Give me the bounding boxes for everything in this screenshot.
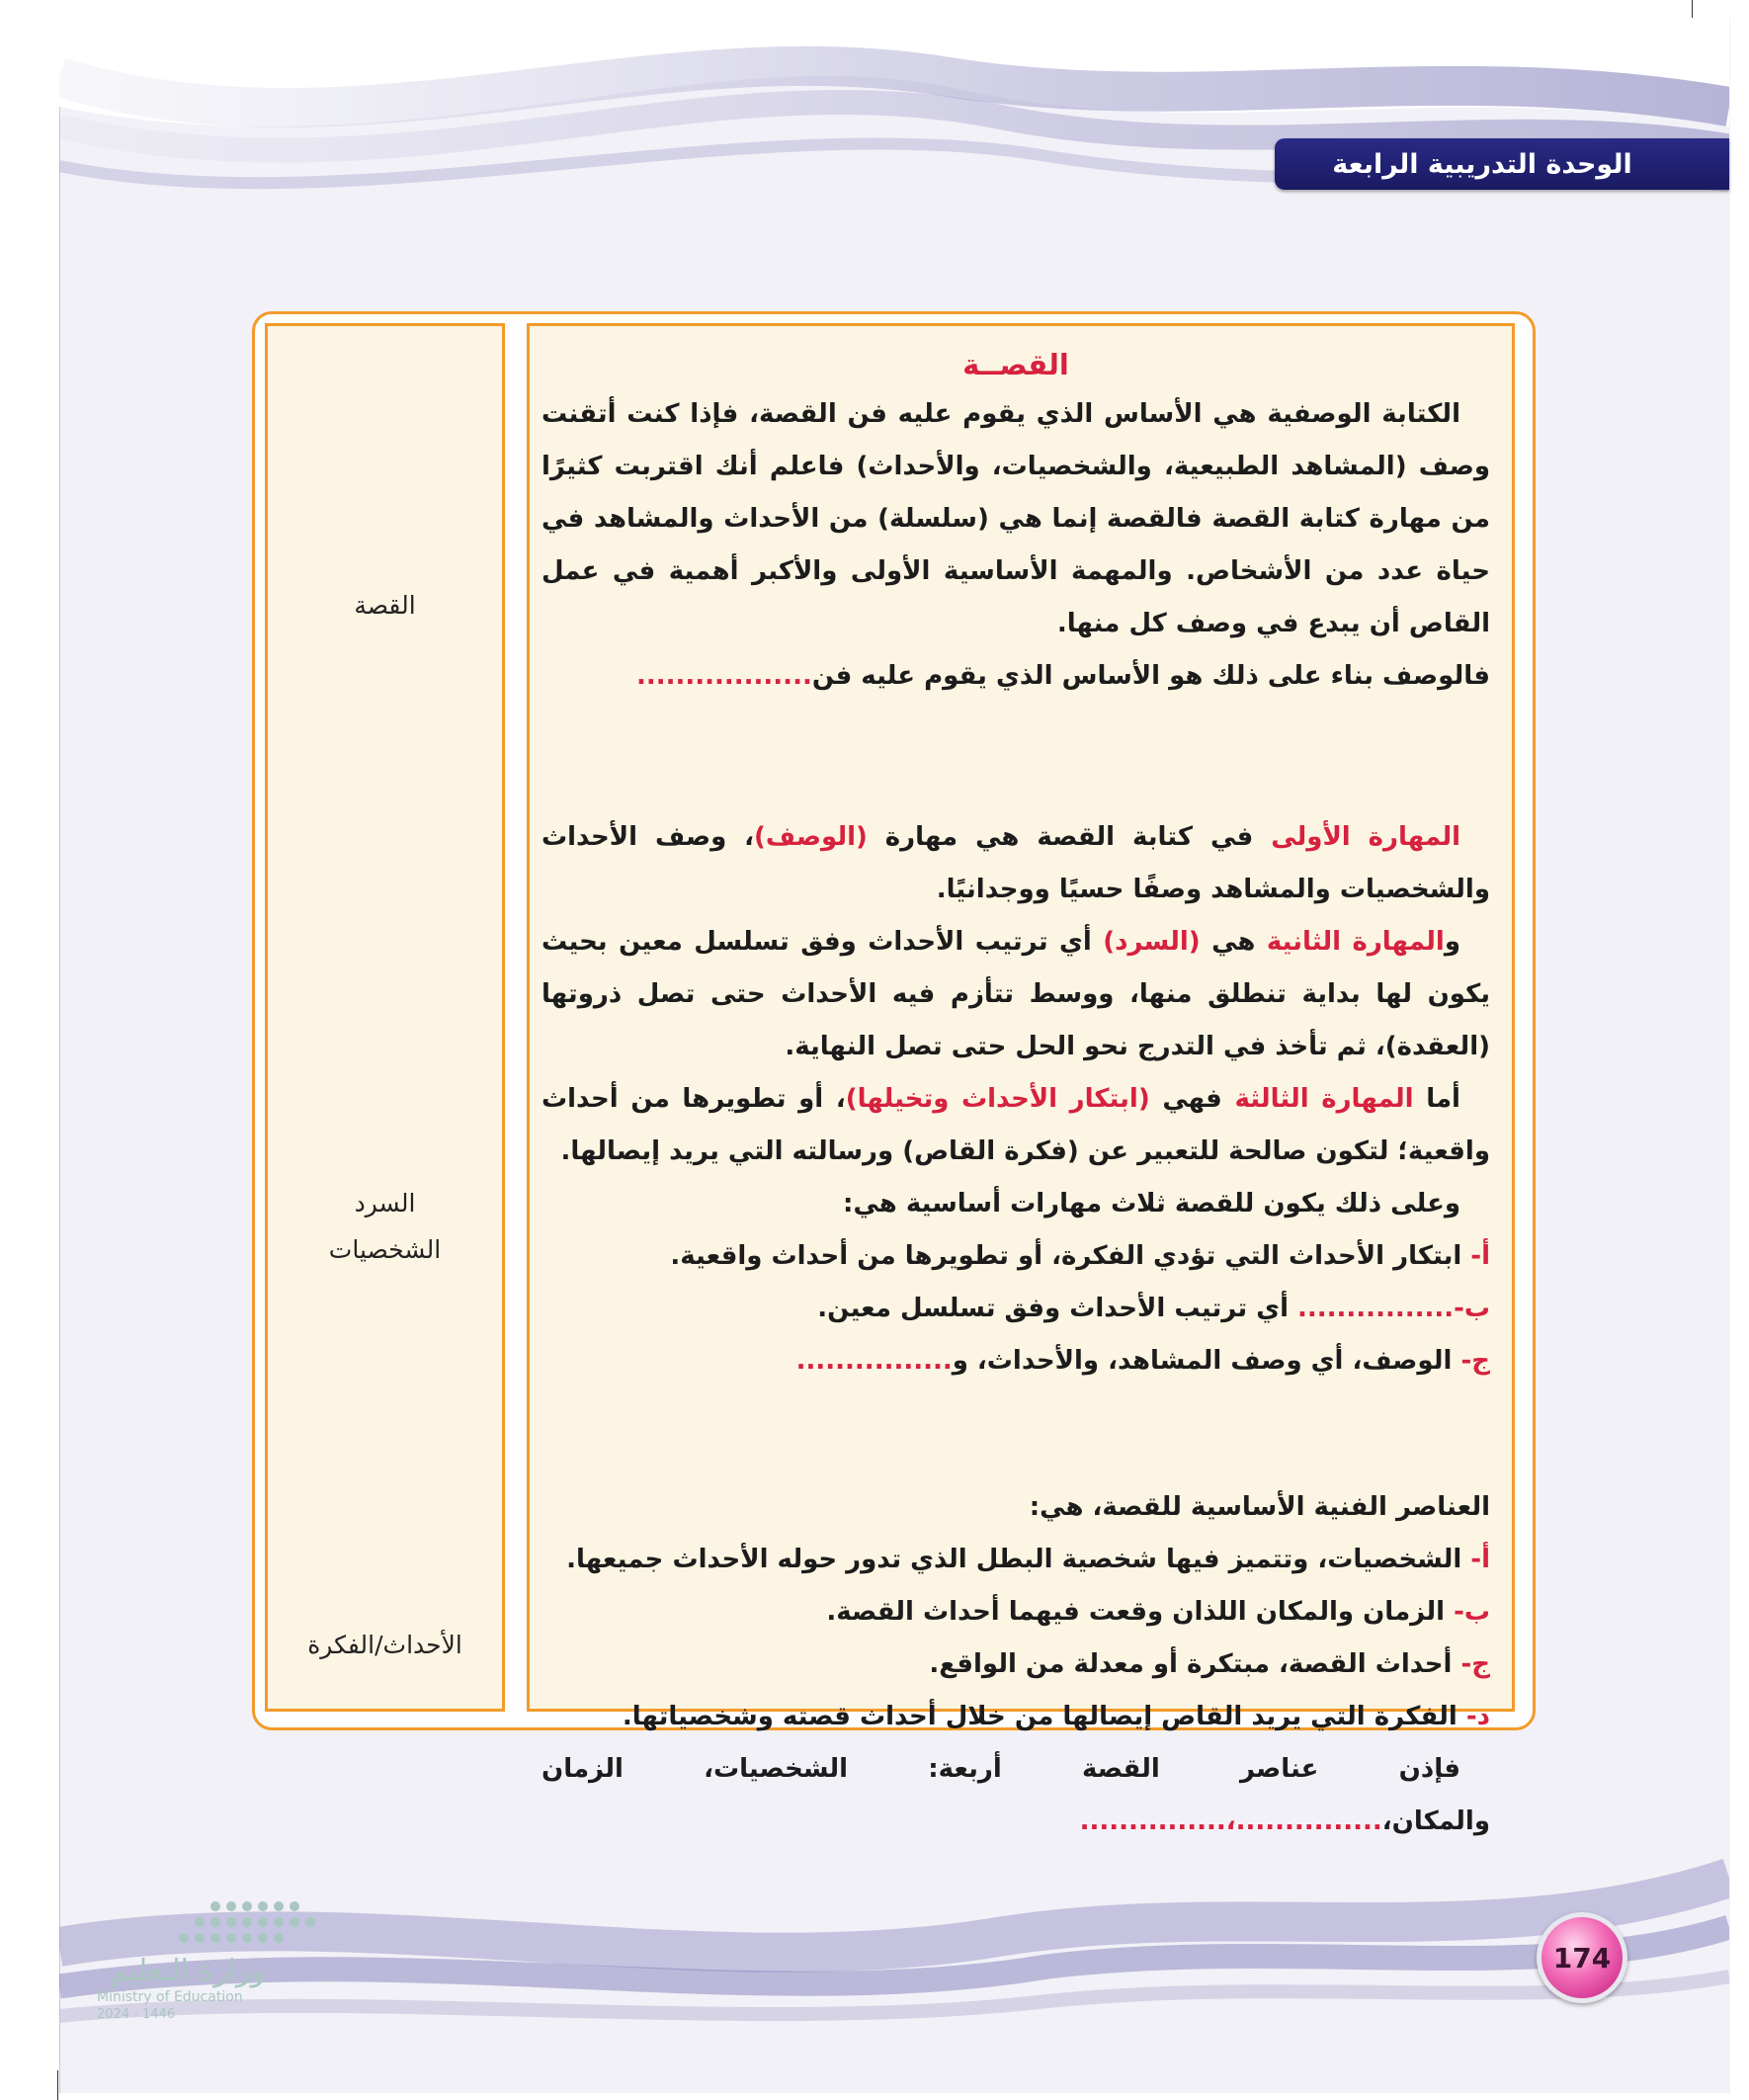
paragraph-fill-blank: فالوصف بناء على ذلك هو الأساس الذي يقوم عليه فن.................. xyxy=(636,661,1490,691)
answer-shakhsiyat: الشخصيات xyxy=(328,1235,442,1264)
page-number: 174 xyxy=(1552,1941,1612,1974)
blank-dots: ...............،............... xyxy=(1079,1806,1382,1836)
spacer xyxy=(541,703,1490,811)
header-wave-decoration xyxy=(59,18,1729,245)
elements-intro: العناصر الفنية الأساسية للقصة، هي: xyxy=(1029,1492,1490,1522)
skill-one: المهارة الأولى في كتابة القصة هي مهارة (الوصف)، وصف الأحداث والشخصيات والمشاهد وصفًا حسيًا ووجدانيًا. xyxy=(541,822,1490,904)
ministry-name-en: Ministry of Education xyxy=(97,1989,243,2005)
elements-summary: فإذن عناصر القصة أربعة: الشخصيات، الزمان والمكان،...............،............... xyxy=(541,1754,1490,1836)
answer-qissa: القصة xyxy=(354,591,416,620)
answer-sard: السرد xyxy=(354,1189,416,1218)
skill-two: والمهارة الثانية هي (السرد) أي ترتيب الأحداث وفق تسلسل معين بحيث يكون لها بداية تنطلق منها، ووسط تتأزم فيه الأحداث حتى تصل ذروتها (العقدة)، ثم تأخذ في التدرج نحو الحل حتى تصل النهاية. xyxy=(541,927,1490,1061)
paragraph-intro: الكتابة الوصفية هي الأساس الذي يقوم عليه فن القصة، فإذا كنت أتقنت وصف (المشاهد الطبيعية، والشخصيات، والأحداث) فاعلم أنك اقتربت كثيرًا من مهارة كتابة القصة فالقصة إنما هي (سلسلة) من الأحداث والمشاهد في حياة عدد من الأشخاص. والمهمة الأساسية الأولى والأكبر أهمية في عمل القاص أن يبدع في وصف كل منها. xyxy=(541,399,1490,638)
blank-dots: ................ xyxy=(795,1346,953,1376)
element-list-item: أ- الشخصيات، وتتميز فيها شخصية البطل الذي تدور حوله الأحداث جميعها. xyxy=(566,1545,1490,1574)
answers-column xyxy=(265,323,505,1712)
edition-year: 2024 - 1446 xyxy=(97,2007,176,2022)
skill-list-item: أ- ابتكار الأحداث التي تؤدي الفكرة، أو تطويرها من أحداث واقعية. xyxy=(670,1241,1490,1271)
spacer xyxy=(541,1387,1490,1481)
crop-mark xyxy=(57,2070,58,2100)
section-title: القصــة xyxy=(962,348,1069,381)
element-list-item: ب- الزمان والمكان اللذان وقعت فيهما أحداث القصة. xyxy=(826,1597,1490,1627)
page-number-badge xyxy=(1537,1912,1627,2003)
ministry-name-ar: وزارة التعليم xyxy=(109,1954,265,1988)
skill-list-item: ج- الوصف، أي وصف المشاهد، والأحداث، و................ xyxy=(795,1346,1490,1376)
blank-dots: .................. xyxy=(636,661,812,691)
answer-ahdath-fikra: الأحداث/الفكرة xyxy=(307,1631,462,1659)
skill-list-item: ب-................ أي ترتيب الأحداث وفق تسلسل معين. xyxy=(817,1294,1490,1323)
unit-title-banner xyxy=(1275,138,1729,190)
skills-intro: وعلى ذلك يكون للقصة ثلاث مهارات أساسية هي: xyxy=(843,1189,1460,1218)
ministry-logo xyxy=(97,1892,324,2021)
unit-title: الوحدة التدريبية الرابعة xyxy=(1332,148,1632,180)
blank-dots: ................ xyxy=(1297,1294,1455,1323)
lesson-text xyxy=(541,341,1490,1848)
ministry-logo-dots xyxy=(97,1892,324,1952)
element-list-item: د- الفكرة التي يريد القاص إيصالها من خلال أحداث قصته وشخصياتها. xyxy=(622,1702,1490,1731)
skill-three: أما المهارة الثالثة فهي (ابتكار الأحداث وتخيلها)، أو تطويرها من أحداث واقعية؛ لتكون صالحة للتعبير عن (فكرة القاص) ورسالته التي يريد إيصالها. xyxy=(541,1084,1490,1166)
element-list-item: ج- أحداث القصة، مبتكرة أو معدلة من الواقع. xyxy=(929,1649,1490,1679)
